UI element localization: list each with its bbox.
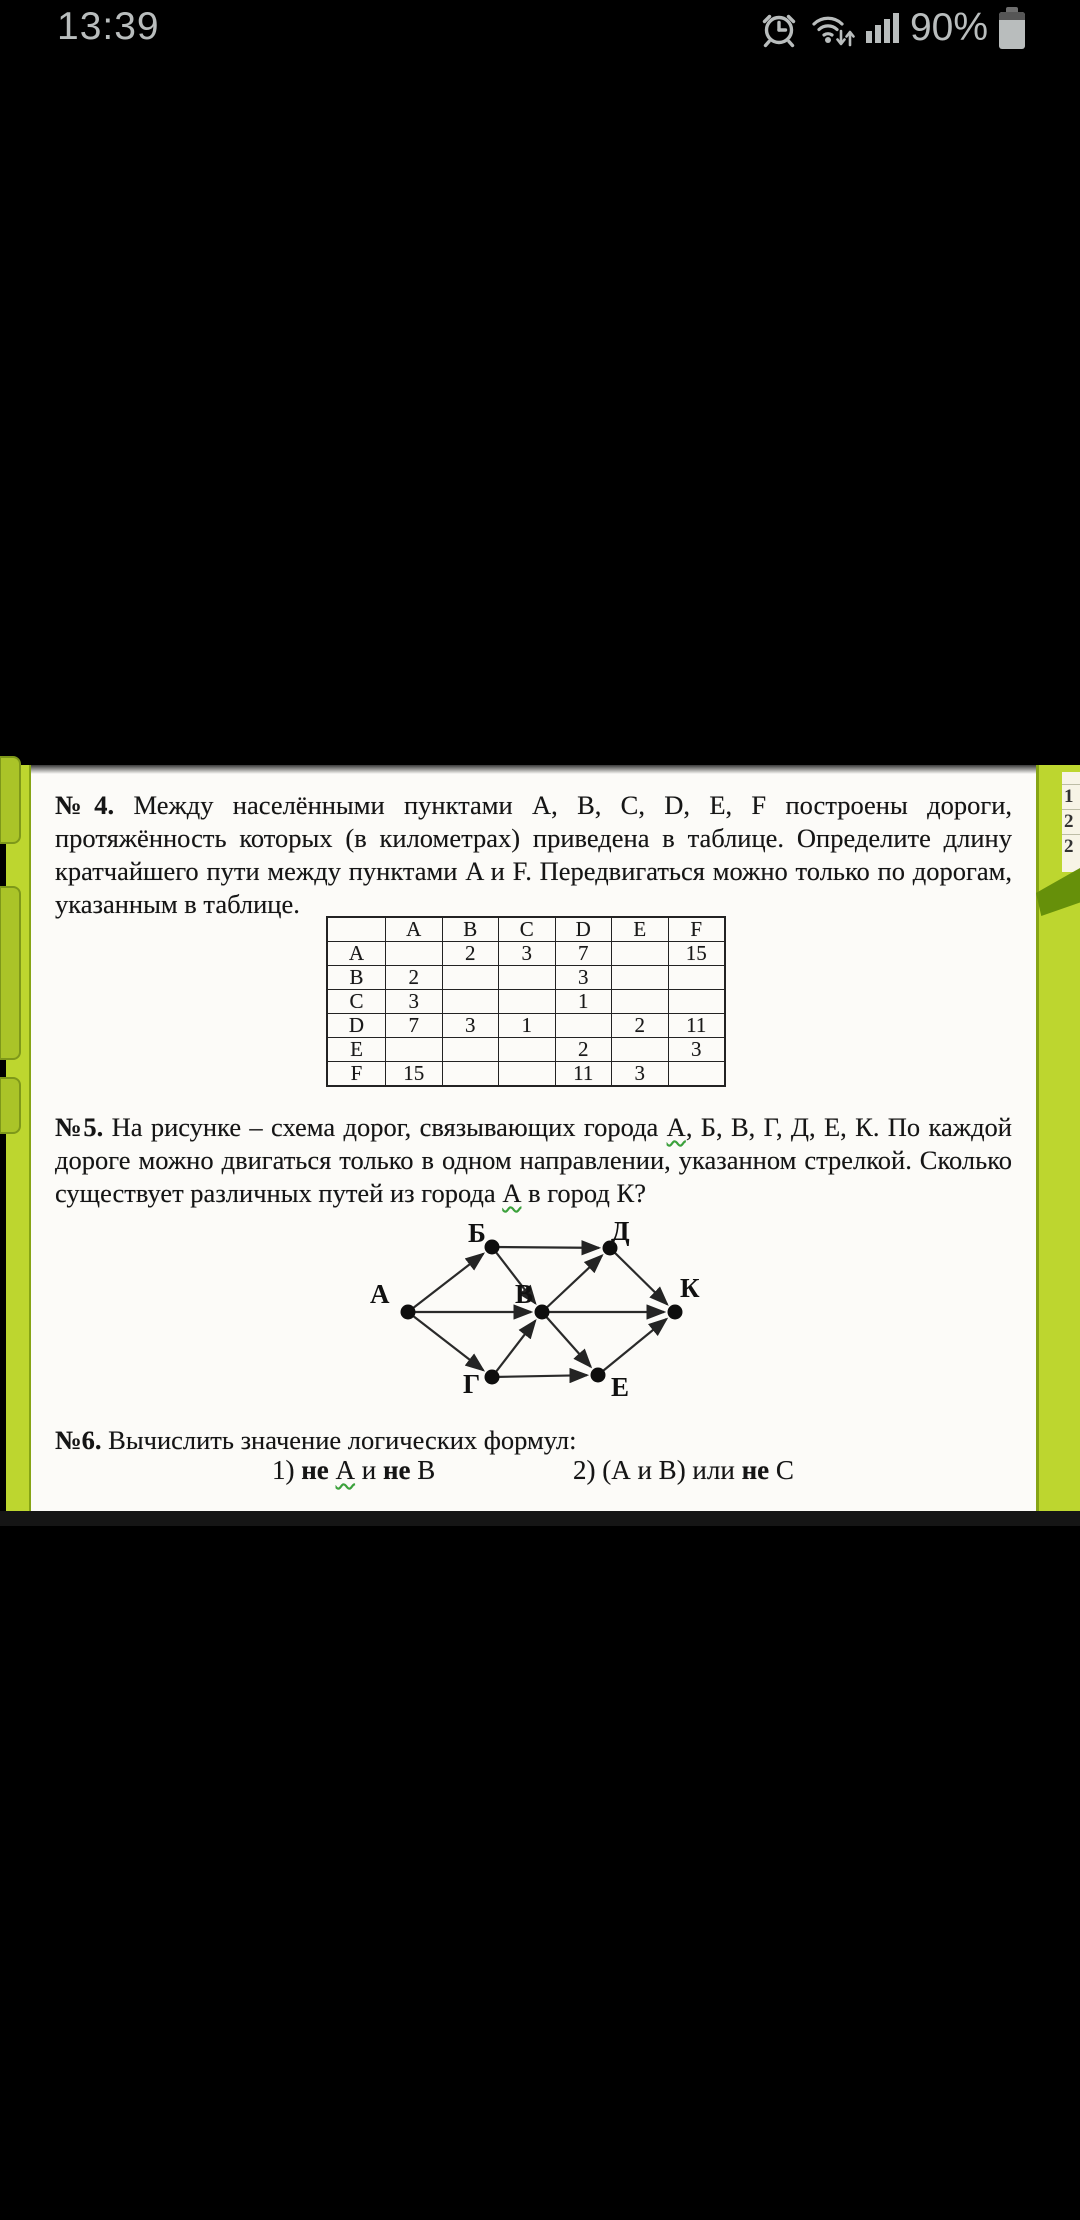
side-card-number: 1 [1062,784,1080,809]
svg-text:В: В [515,1279,534,1309]
battery-icon [999,6,1025,50]
signal-strength-icon [866,11,899,43]
page-tab [0,1077,21,1134]
page-tab [0,886,21,1060]
wifi-data-icon [809,7,855,49]
svg-text:Г: Г [463,1369,481,1399]
svg-text:А: А [370,1279,390,1309]
side-card-number: 2 [1062,834,1080,859]
problem-5-text: №5. На рисунке – схема дорог, связывающих города А, Б, В, Г, Д, Е, К. По каждой дороге можно двигаться только в одном направлении, указанном стрелкой. Сколько существует различных путей из города А в город К? [55,1112,1012,1208]
graph-svg [350,1190,730,1415]
svg-text:К: К [680,1273,700,1303]
status-time: 13:39 [57,5,160,48]
side-card-row [1062,772,1080,784]
svg-text:Е: Е [611,1372,630,1402]
status-bar [0,0,1080,56]
battery-percent: 90% [909,6,988,49]
slide-left-rail [6,765,31,1511]
svg-text:Д: Д [611,1216,630,1246]
slide-bottom-edge [0,1511,1080,1526]
svg-text:Б: Б [468,1218,486,1248]
side-card [1062,772,1080,872]
slide-top-edge [26,765,1080,774]
formula-1: 1) не А и не В [272,1455,436,1485]
status-icons [760,4,1025,52]
formula-2: 2) (А и В) или не С [573,1455,794,1485]
problem-4-text: №4. Между населёнными пунктами A, B, C, D, E, F построены дороги, протяжённость которых (в километрах) приведена в таблице. Определите длину кратчайшего пути между пунктами A и F. Передвигаться можно только по дорогам, указанным в таблице. [55,790,1012,919]
document-page[interactable] [6,765,1080,1511]
page-tab [0,756,21,844]
problem-6-text: №6. Вычислить значение логических формул: [55,1425,577,1455]
side-card-number: 2 [1062,809,1080,834]
distance-table: A B C D E F A 2 3 7 15 B 2 3 C 3 1 D 7 3 1 2 11 E 2 3 F 15 11 3 [326,916,726,1087]
alarm-icon [760,7,798,49]
